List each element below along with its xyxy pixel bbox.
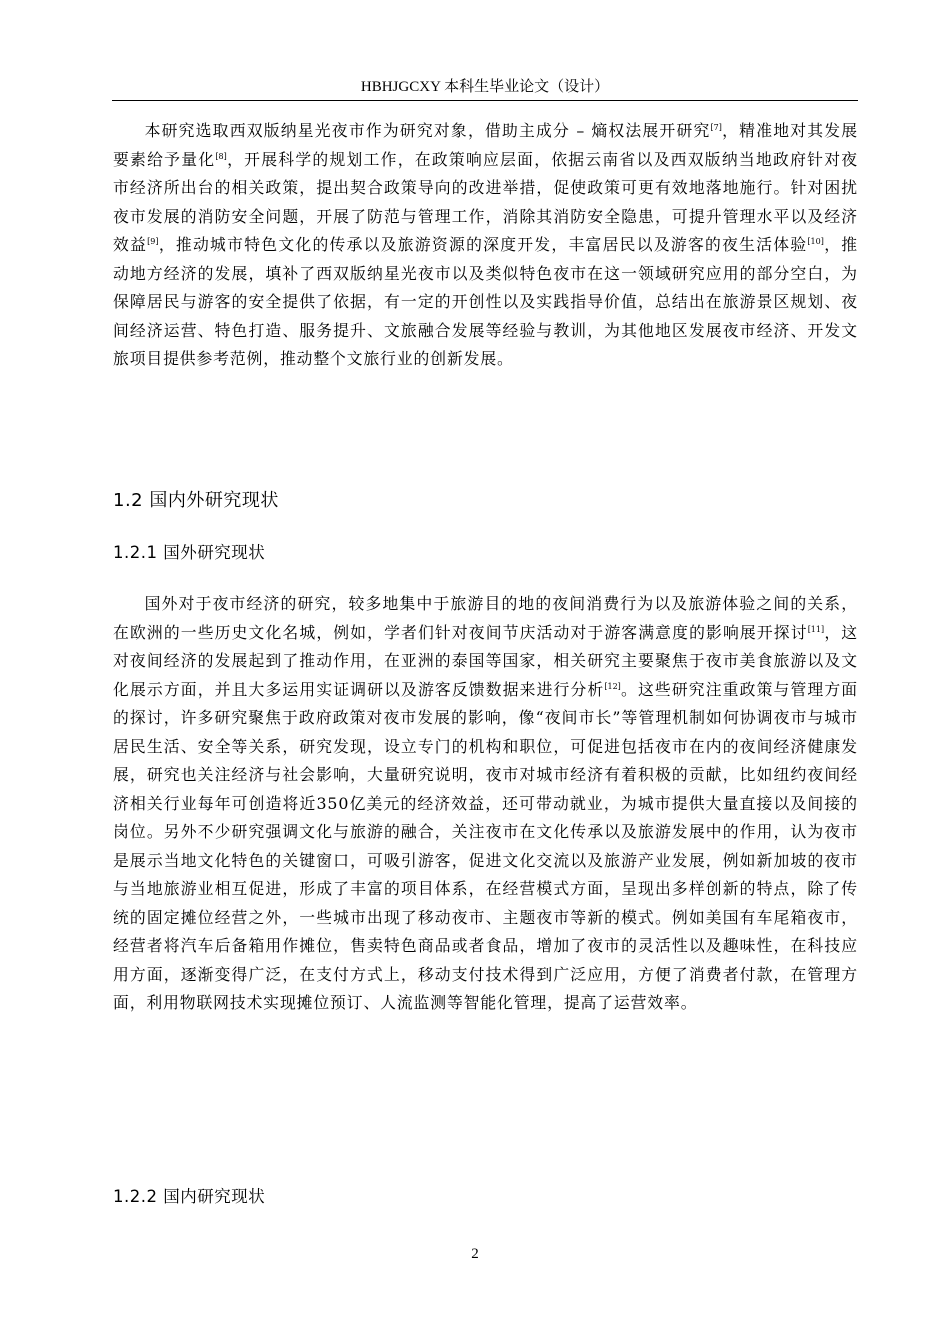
paragraph-text: ，开展科学的规划工作，在政策响应层面，依据云南省以及西双版纳当地政府针对夜市经济所出台的相关政策，提出契合政策导向的改进举措，促使政策可更有效地落地施行。针对困扰夜市发展的消防安全问题，开展了防范与管理工作，消除其消防安全隐患，可提升管理水平以及经济效益: [113, 149, 858, 254]
subsection-number: 1.2.2: [113, 1187, 158, 1206]
subsection-heading: [113, 1185, 265, 1209]
citation-ref: [8]: [215, 151, 227, 161]
header-rule: [112, 100, 858, 101]
citation-ref: [11]: [807, 624, 825, 634]
citation-ref: [10]: [807, 237, 824, 246]
page-number: [0, 1244, 950, 1264]
paragraph-text: 。这些研究注重政策与管理方面的探讨，许多研究聚焦于政府政策对夜市发展的影响，像“夜间市长”等管理机制如何协调夜市与城市居民生活、安全等关系，研究发现，设立专门的机构和职位，可促进包括夜市在内的夜间经济健康发展，研究也关注经济与社会影响，大量研究说明，夜市对城市经济有着积极的贡献，比如纽约夜间经济相关行业每年可创造将近350亿美元的经济效益，还可带动就业，为城市提供大量直接以及间接的岗位。另外不少研究强调文化与旅游的融合，关注夜市在文化传承以及旅游发展中的作用，认为夜市是展示当地文化特色的关键窗口，可吸引游客，促进文化交流以及旅游产业发展，例如新加坡的夜市与当地旅游业相互促进，形成了丰富的项目体系，在经营模式方面，呈现出多样创新的特点，除了传统的固定摊位经营之外，一些城市出现了移动夜市、主题夜市等新的模式。例如美国有车尾箱夜市，经营者将汽车后备箱用作摊位，售卖特色商品或者食品，增加了夜市的灵活性以及趣味性，在科技应用方面，逐渐变得广泛，在支付方式上，移动支付技术得到广泛应用，方便了消费者付款，在管理方面，利用物联网技术实现摊位预订、人流监测等智能化管理，提高了运营效率。: [113, 679, 858, 1012]
citation-ref: [9]: [147, 237, 159, 246]
page-header: [112, 76, 858, 98]
citation-ref: [12]: [604, 681, 621, 691]
paragraph-text: ，推动地方经济的发展，填补了西双版纳星光夜市以及类似特色夜市在这一领域研究应用的部分空白，为保障居民与游客的安全提供了依据，有一定的开创性以及实践指导价值，总结出在旅游景区规划、夜间经济运营、特色打造、服务提升、文旅融合发展等经验与教训，为其他地区发展夜市经济、开发文旅项目提供参考范例，推动整个文旅行业的创新发展。: [113, 235, 858, 368]
subsection-title: 国外研究现状: [163, 543, 266, 562]
paragraph-text: ，推动城市特色文化的传承以及旅游资源的深度开发，丰富居民以及游客的夜生活体验: [158, 235, 808, 254]
body-paragraph: [113, 117, 858, 374]
paragraph-text: ，精准地对其发展要素给予量化: [113, 121, 858, 169]
page-number-text: 2: [471, 1246, 479, 1262]
body-paragraph: [113, 590, 858, 1018]
header-title: HBHJGCXY 本科生毕业论文（设计）: [360, 79, 610, 95]
subsection-heading: [113, 541, 265, 565]
subsection-number: 1.2.1: [113, 543, 158, 562]
paragraph-text: 国外对于夜市经济的研究，较多地集中于旅游目的地的夜间消费行为以及旅游体验之间的关系，在欧洲的一些历史文化名城，例如，学者们针对夜间节庆活动对于游客满意度的影响展开探讨: [113, 594, 858, 642]
citation-ref: [7]: [710, 123, 722, 132]
paragraph-text: ，这对夜间经济的发展起到了推动作用，在亚洲的泰国等国家，相关研究主要聚焦于夜市美食旅游以及文化展示方面，并且大多运用实证调研以及游客反馈数据来进行分析: [113, 622, 858, 699]
section-title: 国内外研究现状: [149, 490, 279, 511]
section-heading: [113, 488, 279, 514]
subsection-title: 国内研究现状: [163, 1187, 266, 1206]
paragraph-text: 本研究选取西双版纳星光夜市作为研究对象，借助主成分 – 熵权法展开研究: [144, 121, 711, 140]
section-number: 1.2: [113, 490, 144, 511]
